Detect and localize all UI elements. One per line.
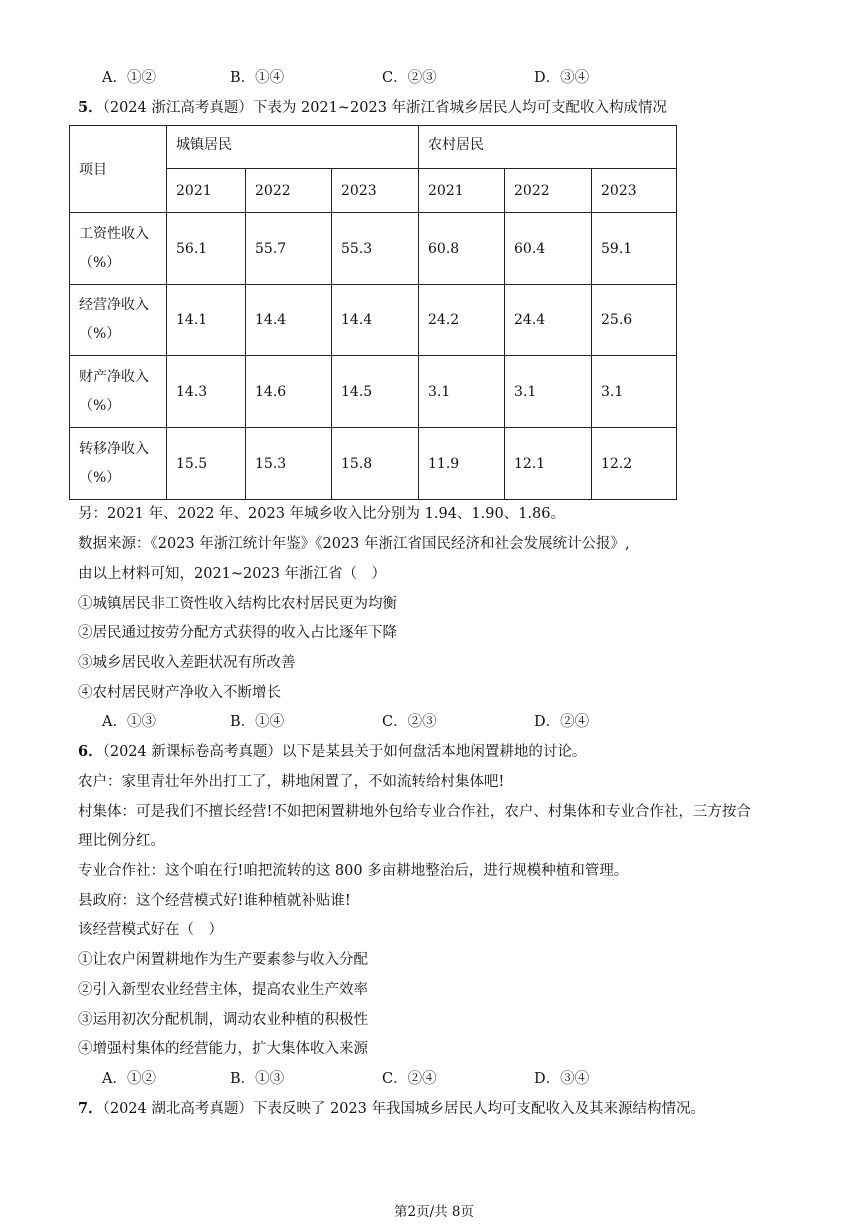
- table-row: [70, 213, 677, 285]
- table-cell: 3.1: [505, 356, 592, 428]
- table-cell: 60.8: [419, 213, 505, 285]
- table-row: [70, 428, 677, 500]
- item-header: 项目: [70, 126, 167, 213]
- q5-option-a[interactable]: A．①③: [102, 714, 156, 730]
- q6-statement-4: ④增强村集体的经营能力，扩大集体收入来源: [78, 1041, 368, 1057]
- table-cell: 14.6: [246, 356, 332, 428]
- q4-option-d[interactable]: D．③④: [534, 70, 590, 86]
- row-label-text: 工资性收入: [79, 225, 149, 242]
- q6-dialogue-5: 县政府：这个经营模式好!谁种植就补贴谁!: [78, 893, 351, 909]
- q5-question: 由以上材料可知，2021~2023 年浙江省（ ）: [78, 566, 387, 582]
- q6-question: 该经营模式好在（ ）: [78, 922, 223, 938]
- table-cell: 11.9: [419, 428, 505, 500]
- q6-statement-3: ③运用初次分配机制，调动农业种植的积极性: [78, 1012, 368, 1028]
- q5-statement-3: ③城乡居民收入差距状况有所改善: [78, 655, 296, 671]
- row-unit: （%）: [79, 397, 121, 414]
- row-label-text: 转移净收入: [79, 440, 149, 457]
- row-label: [70, 356, 167, 428]
- q6-option-d[interactable]: D．③④: [534, 1071, 590, 1087]
- table-cell: 24.2: [419, 285, 505, 356]
- q4-options: [0, 66, 868, 86]
- row-unit: （%）: [79, 326, 121, 342]
- q6-number: 6．: [78, 743, 103, 760]
- table-cell: 12.2: [592, 428, 677, 500]
- q5-statement-4: ④农村居民财产净收入不断增长: [78, 685, 281, 701]
- row-unit: （%）: [79, 254, 121, 271]
- q4-option-b[interactable]: B．①④: [230, 70, 285, 86]
- q5-statement-1: ①城镇居民非工资性收入结构比农村居民更为均衡: [78, 596, 397, 612]
- row-label: [70, 213, 167, 285]
- row-label: [70, 285, 167, 356]
- table-cell: 15.5: [167, 428, 246, 500]
- q4-option-c[interactable]: C．②③: [382, 70, 437, 86]
- rural-header: 农村居民: [419, 126, 677, 169]
- table-row: [70, 356, 677, 428]
- q6-dialogue-1: 农户：家里青壮年外出打工了，耕地闲置了，不如流转给村集体吧!: [78, 774, 505, 790]
- row-unit: （%）: [79, 469, 121, 486]
- q5-statement-2: ②居民通过按劳分配方式获得的收入占比逐年下降: [78, 625, 397, 641]
- q5-source: 数据来源：《2023 年浙江统计年鉴》《2023 年浙江省国民经济和社会发展统计公报》,: [78, 536, 630, 552]
- table-cell: 56.1: [167, 213, 246, 285]
- q5-stem: [78, 96, 667, 117]
- table-cell: 14.5: [332, 356, 419, 428]
- table-cell: 14.3: [167, 356, 246, 428]
- table-cell: 12.1: [505, 428, 592, 500]
- table-cell: 3.1: [592, 356, 677, 428]
- page-footer: 第2页/共 8页: [393, 1204, 475, 1220]
- table-cell: 15.8: [332, 428, 419, 500]
- table-cell: 3.1: [419, 356, 505, 428]
- table-cell: 14.4: [246, 285, 332, 356]
- q5-options: [0, 710, 868, 730]
- income-structure-table: [69, 125, 677, 500]
- q5-note: 另：2021 年、2022 年、2023 年城乡收入比分别为 1.94、1.90、1.86。: [78, 506, 565, 522]
- table-cell: 55.7: [246, 213, 332, 285]
- q7-stem: [78, 1097, 705, 1118]
- table-cell: 14.4: [332, 285, 419, 356]
- q6-statement-2: ②引入新型农业经营主体，提高农业生产效率: [78, 982, 368, 998]
- q6-options: [0, 1067, 868, 1087]
- table-cell: 14.1: [167, 285, 246, 356]
- year-cell: 2023: [332, 169, 419, 213]
- q7-stem-text: （2024 湖北高考真题）下表反映了 2023 年我国城乡居民人均可支配收入及其来源结构情况。: [102, 1101, 705, 1117]
- table-cell: 55.3: [332, 213, 419, 285]
- q5-option-c[interactable]: C．②③: [382, 714, 437, 730]
- row-label: [70, 428, 167, 500]
- row-label-text: 经营净收入: [79, 297, 149, 313]
- q6-statement-1: ①让农户闲置耕地作为生产要素参与收入分配: [78, 952, 368, 968]
- q6-stem: [78, 740, 586, 761]
- q5-stem-text: （2024 浙江高考真题）下表为 2021~2023 年浙江省城乡居民人均可支配收入构成情况: [102, 100, 668, 116]
- urban-header: 城镇居民: [167, 126, 419, 169]
- q6-option-b[interactable]: B．①③: [230, 1071, 285, 1087]
- row-label-text: 财产净收入: [79, 368, 149, 385]
- year-cell: 2021: [167, 169, 246, 213]
- q4-option-a[interactable]: A．①②: [102, 70, 156, 86]
- year-cell: 2021: [419, 169, 505, 213]
- q5-number: 5．: [78, 99, 103, 116]
- year-cell: 2022: [246, 169, 332, 213]
- q6-option-c[interactable]: C．②④: [382, 1071, 437, 1087]
- year-cell: 2023: [592, 169, 677, 213]
- q6-stem-text: （2024 新课标卷高考真题）以下是某县关于如何盘活本地闲置耕地的讨论。: [102, 744, 587, 760]
- q6-dialogue-3: 理比例分红。: [78, 833, 165, 849]
- table-cell: 59.1: [592, 213, 677, 285]
- q5-option-d[interactable]: D．②④: [534, 714, 590, 730]
- q7-number: 7．: [78, 1100, 103, 1117]
- table-cell: 15.3: [246, 428, 332, 500]
- table-cell: 60.4: [505, 213, 592, 285]
- year-cell: 2022: [505, 169, 592, 213]
- q6-dialogue-4: 专业合作社：这个咱在行!咱把流转的这 800 多亩耕地整治后，进行规模种植和管理。: [78, 863, 629, 879]
- table-row: [70, 285, 677, 356]
- table-cell: 24.4: [505, 285, 592, 356]
- q6-option-a[interactable]: A．①②: [102, 1071, 156, 1087]
- q5-option-b[interactable]: B．①④: [230, 714, 285, 730]
- q6-dialogue-2: 村集体：可是我们不擅长经营!不如把闲置耕地外包给专业合作社，农户、村集体和专业合作社，三方按合: [78, 804, 751, 820]
- table-cell: 25.6: [592, 285, 677, 356]
